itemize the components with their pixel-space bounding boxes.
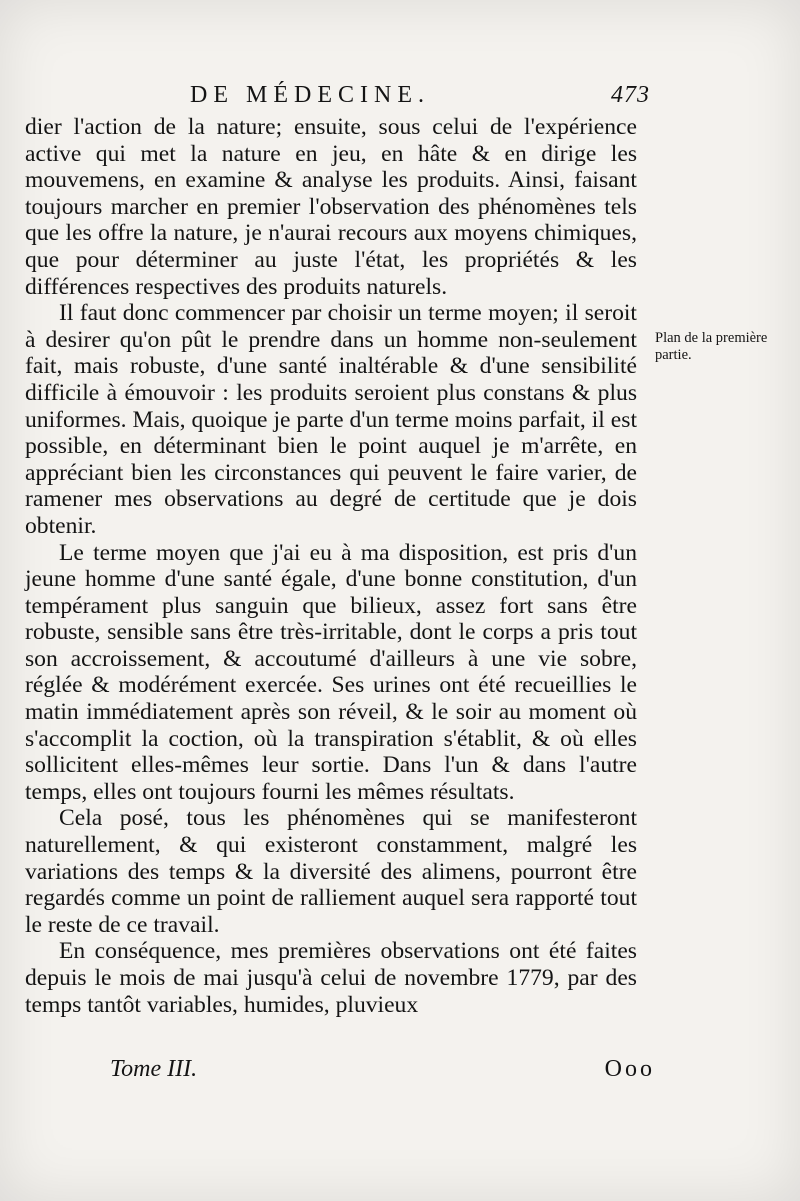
paragraph: En conséquence, mes premières observations ont été faites depuis le mois de mai jusqu'à celui de novembre 1779, par des temps tantôt variables, humides, pluvieux <box>25 938 637 1018</box>
page-number: 473 <box>611 82 650 108</box>
running-title: DE MÉDECINE. <box>190 82 430 108</box>
body-text <box>25 114 637 1018</box>
paragraph: Le terme moyen que j'ai eu à ma disposition, est pris d'un jeune homme d'une santé égale, d'une bonne constitution, d'un tempérament plus sanguin que bilieux, assez fort sans être robuste, sensible sans être très-irritable, dont le corps a pris tout son accroissement, & accoutumé d'ailleurs à une vie sobre, réglée & modérément exercée. Ses urines ont été recueillies le matin immédiatement après son réveil, & le soir au moment où s'accomplit la coction, où la transpiration s'établit, & où elles sollicitent elles-mêmes leur sortie. Dans l'un & dans l'autre temps, elles ont toujours fourni les mêmes résultats. <box>25 539 637 805</box>
page-footer <box>110 1056 655 1086</box>
paragraph: Cela posé, tous les phénomènes qui se manifesteront naturellement, & qui existeront constamment, malgré les variations des temps & la diversité des alimens, pourront être regardés comme un point de ralliement auquel sera rapporté tout le reste de ce travail. <box>25 805 637 938</box>
paragraph: dier l'action de la nature; ensuite, sous celui de l'expérience active qui met la nature en jeu, en hâte & en dirige les mouvemens, en examine & analyse les produits. Ainsi, faisant toujours marcher en premier l'observation des phénomènes tels que les offre la nature, je n'aurai recours aux moyens chimiques, que pour déterminer au juste l'état, les propriétés & les différences respectives des produits naturels. <box>25 114 637 300</box>
margin-note: Plan de la première partie. <box>655 330 768 363</box>
page-header <box>180 82 650 116</box>
paragraph: Il faut donc commencer par choisir un terme moyen; il seroit à desirer qu'on pût le prendre dans un homme non-seulement fait, mais robuste, d'une santé inaltérable & d'une sensibilité difficile à émouvoir : les produits seroient plus constans & plus uniformes. Mais, quoique je parte d'un terme moins parfait, il est possible, en déterminant bien le point auquel je m'arrête, en appréciant bien les circonstances qui peuvent le faire varier, de ramener mes observations au degré de certitude que je dois obtenir. <box>25 300 637 539</box>
signature-mark: Ooo <box>604 1056 655 1082</box>
volume-label: Tome III. <box>110 1056 198 1082</box>
